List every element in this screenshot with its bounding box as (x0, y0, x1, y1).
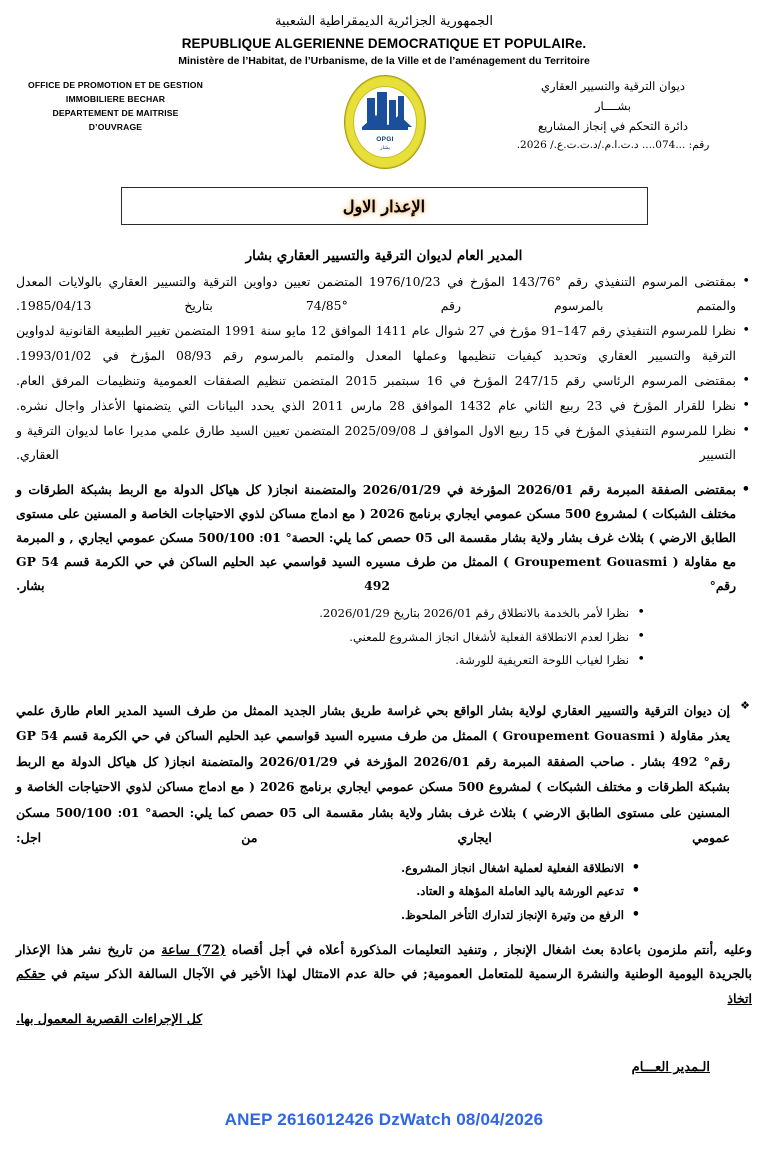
final-part-2: من تاريخ نشر هذا الإعذار بالجريدة اليومية الوطنية والنشرة الرسمية للمتعامل العمومية; في حالة عدم الامتثال لهذا الأخير في الآجال السالفة الذكر سيتم في (16, 941, 752, 982)
office-block-french (8, 79, 223, 135)
final-last-line (16, 1011, 752, 1026)
list-item: • نظرا للمرسوم التنفيذي رقم 147–91 مؤرخ في 27 شوال عام 1411 الموافق 12 مايو سنة 1991 المتضمن تغيير الطبيعة القانونية لدواوين الترقية والتسيير العقاري وتحديد كيفيات تنظيمها وعملها المعدل والمتمم بالمرسوم رقم 08/93 المؤرخ في 1993/01/02. (16, 319, 752, 367)
office-ar-line-3: دائرة التحكم في إنجاز المشاريع (537, 118, 689, 133)
document-page (0, 14, 768, 1152)
signature-title: الـمدير العـــام (631, 1060, 710, 1076)
main-paragraph: ❖ إن ديوان الترقية والتسيير العقاري لولاية بشار الواقع بحي غراسة طريق بشار الجديد الممثل من طرف السيد المدير العام طارق علمي يعذر مقاولة ( Groupement Gouasmi ) الممثل من طرف مسيره السيد قواسمي عبد الحليم الساكن في حي الكرمة قسم 54 GP رقم° 492 بشار . صاحب الصفقة المبرمة رقم 2026/01 المؤرخة في 2026/01/29 والمتضمنة انجاز( كل هياكل الدولة مع الربط بشبكة الطرقات و مختلف الشبكات ) لمشروع 500 مسكن عمومي ايجاري برنامج 2026 ( مع ادماج مساكن لذوي الاحتياجات الخاصة و المسنين على مستوى الطابق الارضي ) بثلاث غرف بشار ولاية بشار مقسمة الى 05 حصص كما يلي: الحصة° 01: 500/100 مسكن عمومي ايجاري من اجل: (16, 703, 730, 846)
logo-inner-oval (353, 86, 417, 158)
state-name-arabic: الجمهورية الجزائرية الديمقراطية الشعبية (275, 14, 493, 29)
final-underline-1: (72) ساعة (161, 941, 226, 957)
list-item: • نظرا لأمر بالخدمة بالانطلاق رقم 2026/01 بتاريخ 2026/01/29. (174, 602, 647, 625)
list-item: • نظرا للمرسوم التنفيذي المؤرخ في 15 ربيع الاول الموافق لـ 2025/09/08 المتضمن تعيين السيد طارق علمي مديرا عاما لديوان الترقية و التسيير العقاري. (16, 419, 752, 467)
list-item: • بمقتضى المرسوم التنفيذي رقم °143/76 المؤرخ في 1976/10/23 المتضمن تعيين دواوين الترقية والتسيير العقاري بالولايات المعدل والمتمم بالمرسوم رقم °74/85 بتاريخ 1985/04/13. (16, 270, 752, 318)
logo-roof-right (386, 115, 412, 127)
list-item: • نظرا لغياب اللوحة التعريفية للورشة. (174, 649, 647, 672)
office-line-1: OFFICE DE PROMOTION ET DE GESTION (28, 80, 203, 90)
final-underline-2: حقكم اتخاذ (16, 966, 752, 1006)
logo-base-bar (362, 127, 408, 130)
reference-number: رقم: ...074.... د.ت.ا.م./د.ت.ت.ع./ 2026. (516, 139, 710, 152)
final-paragraph (16, 938, 752, 1012)
header-row (0, 77, 768, 169)
contract-list (16, 478, 752, 599)
document-title-box (121, 187, 648, 225)
office-ar-line-1: ديوان الترقية والتسيير العقاري (541, 79, 685, 93)
list-item: • نظرا للقرار المؤرخ في 23 ربيع الثاني عام 1432 الموافق 28 مارس 2011 الذي يحدد البيانات التي يتضمنها الأعذار واجال نشره. (16, 394, 752, 418)
secondary-list (16, 602, 752, 672)
ministry-line: Ministère de l’Habitat, de l’Urbanisme, de la Ville et de l’aménagement du Territoire (178, 55, 590, 67)
document-body (0, 248, 768, 1076)
page-title: الإعذار الاول (342, 196, 426, 216)
logo-city: بشار (380, 145, 390, 151)
office-line-2: IMMOBILIERE BECHAR (65, 93, 166, 104)
list-item: • بمقتضى الصفقة المبرمة رقم 2026/01 المؤرخة في 2026/01/29 والمتضمنة انجاز( كل هياكل الدولة مع الربط بشبكة الطرقات و مختلف الشبكات ) لمشروع 500 مسكن عمومي ايجاري برنامج 2026 ( مع ادماج مساكن لذوي الاحتياجات الخاصة و المسنين على مستوى الطابق الارضي ) بثلاث غرف بشار ولاية بشار مقسمة الى 05 حصص كما يلي: الحصة° 01: 500/100 مسكن عمومي ايجاري , و المبرمة مع مقاولة ( Groupement Gouasmi ) الممثل من طرف مسيره السيد قواسمي عبد الحليم الساكن في حي الكرمة قسم 54 GP رقم° 492 بشار. (16, 478, 752, 599)
final-part-1: وعليه ,أنتم ملزمون باعادة بعث اشغال الإنجاز , وتنفيد التعليمات المذكورة أعلاه في أجل أقصاه (225, 941, 753, 957)
main-paragraph-block (16, 698, 752, 851)
office-ar-line-2: بشــــار (595, 98, 631, 113)
office-line-3: DEPARTEMENT DE MAITRISE (52, 107, 179, 118)
list-item: • الانطلاقة الفعلية لعملية اشغال انجاز المشروع. (124, 857, 642, 881)
list-item: • الرفع من وتيرة الإنجاز لتدارك التأخر الملحوظ. (124, 904, 642, 928)
list-item: • نظرا لعدم الانطلاقة الفعلية لأشغال انجاز المشروع للمعني. (174, 626, 647, 649)
list-item: • تدعيم الورشة باليد العاملة المؤهلة و العتاد. (124, 880, 642, 904)
list-item: • بمقتضى المرسوم الرئاسي رقم 247/15 المؤرخ في 16 سبتمبر 2015 المتضمن تنظيم الصفقات العمومية وتنظيمات المرفق العام. (16, 369, 752, 393)
office-block-arabic (468, 77, 758, 154)
final-last-line-text: كل الإجراءات القصرية المعمول بها. (16, 1011, 203, 1027)
anep-footer: ANEP 2616012426 DzWatch 08/04/2026 (224, 1110, 544, 1129)
preamble-list (16, 270, 752, 468)
demand-list (16, 857, 752, 928)
state-name-french: REPUBLIQUE ALGERIENNE DEMOCRATIQUE ET POPULAIRe. (181, 36, 587, 51)
office-line-4: D’OUVRAGE (88, 121, 143, 132)
opgi-logo (338, 75, 430, 167)
logo-acronym: OPGI (376, 136, 394, 143)
addressee-line: المدير العام لديوان الترقية والتسيير العقاري بشار (245, 248, 523, 264)
